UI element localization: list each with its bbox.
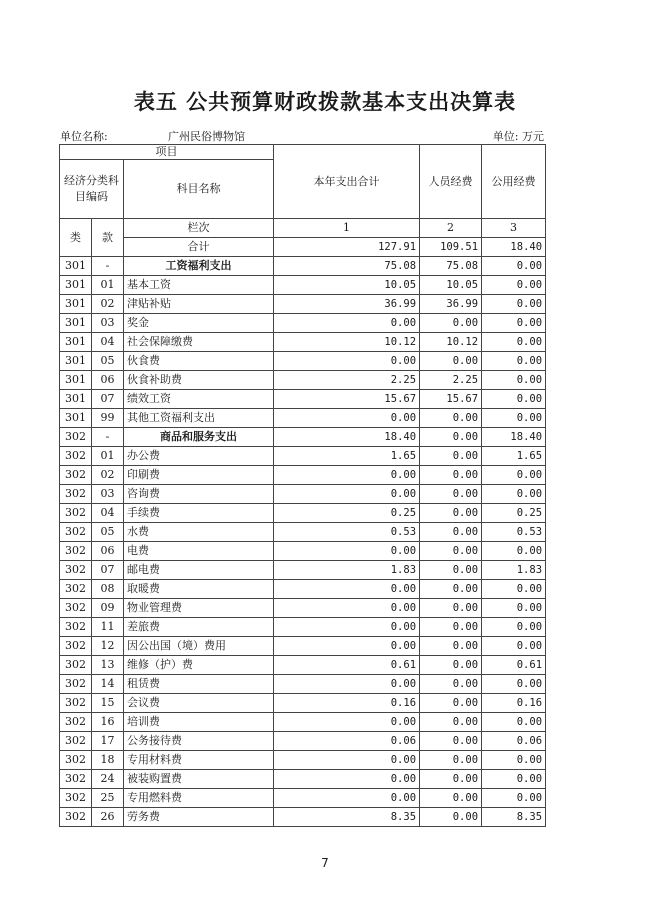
- row-total: 10.12: [274, 333, 420, 352]
- row-personnel: 0.00: [420, 732, 482, 751]
- row-kuan: 02: [92, 466, 124, 485]
- total-public: 18.40: [482, 238, 546, 257]
- table-row: [60, 580, 546, 599]
- row-personnel: 0.00: [420, 523, 482, 542]
- row-personnel: 15.67: [420, 390, 482, 409]
- row-kuan: 04: [92, 333, 124, 352]
- row-kuan: -: [92, 428, 124, 447]
- row-total: 0.00: [274, 713, 420, 732]
- row-total: 0.00: [274, 770, 420, 789]
- row-subject-name: 水费: [124, 523, 274, 542]
- row-kuan: 03: [92, 314, 124, 333]
- row-lei: 302: [60, 599, 92, 618]
- row-subject-name: 奖金: [124, 314, 274, 333]
- row-subject-name: 社会保障缴费: [124, 333, 274, 352]
- row-lei: 301: [60, 276, 92, 295]
- header-lanci: 栏次: [124, 219, 274, 238]
- row-personnel: 0.00: [420, 789, 482, 808]
- row-total: 8.35: [274, 808, 420, 827]
- row-personnel: 0.00: [420, 466, 482, 485]
- row-total: 0.53: [274, 523, 420, 542]
- row-lei: 302: [60, 656, 92, 675]
- row-lei: 301: [60, 371, 92, 390]
- row-kuan: 09: [92, 599, 124, 618]
- row-kuan: 03: [92, 485, 124, 504]
- row-total: 0.06: [274, 732, 420, 751]
- table-row: [60, 561, 546, 580]
- row-total: 0.00: [274, 352, 420, 371]
- row-total: 36.99: [274, 295, 420, 314]
- row-personnel: 0.00: [420, 428, 482, 447]
- row-subject-name: 劳务费: [124, 808, 274, 827]
- row-kuan: 01: [92, 276, 124, 295]
- row-public: 0.00: [482, 466, 546, 485]
- row-personnel: 75.08: [420, 257, 482, 276]
- row-personnel: 0.00: [420, 770, 482, 789]
- row-total: 1.83: [274, 561, 420, 580]
- row-lei: 302: [60, 580, 92, 599]
- table-row: [60, 257, 546, 276]
- table-row: [60, 713, 546, 732]
- row-public: 0.00: [482, 390, 546, 409]
- row-kuan: 05: [92, 352, 124, 371]
- header-econ-code: 经济分类科目编码: [60, 160, 124, 219]
- row-lei: 302: [60, 675, 92, 694]
- row-personnel: 0.00: [420, 808, 482, 827]
- header-row-project: [60, 145, 546, 160]
- table-row: [60, 751, 546, 770]
- row-subject-name: 咨询费: [124, 485, 274, 504]
- row-personnel: 0.00: [420, 485, 482, 504]
- row-subject-name: 其他工资福利支出: [124, 409, 274, 428]
- row-subject-name: 租赁费: [124, 675, 274, 694]
- row-public: 0.06: [482, 732, 546, 751]
- row-public: 0.53: [482, 523, 546, 542]
- unit-currency: 单位: 万元: [492, 130, 544, 143]
- table-row: [60, 770, 546, 789]
- table-row: [60, 447, 546, 466]
- row-personnel: 0.00: [420, 504, 482, 523]
- header-subject-name: 科目名称: [124, 160, 274, 219]
- row-lei: 302: [60, 637, 92, 656]
- document-title: 表五 公共预算财政拨款基本支出决算表: [133, 90, 517, 114]
- row-kuan: 17: [92, 732, 124, 751]
- row-personnel: 0.00: [420, 618, 482, 637]
- row-lei: 302: [60, 561, 92, 580]
- row-personnel: 2.25: [420, 371, 482, 390]
- row-lei: 302: [60, 428, 92, 447]
- row-public: 0.00: [482, 675, 546, 694]
- table-row: [60, 504, 546, 523]
- table-row: [60, 618, 546, 637]
- row-lei: 302: [60, 447, 92, 466]
- table-row: [60, 599, 546, 618]
- table-row: [60, 808, 546, 827]
- row-lei: 302: [60, 466, 92, 485]
- row-kuan: 01: [92, 447, 124, 466]
- row-subject-name: 公务接待费: [124, 732, 274, 751]
- row-public: 8.35: [482, 808, 546, 827]
- table-row: [60, 789, 546, 808]
- row-kuan: 02: [92, 295, 124, 314]
- unit-name-label: 单位名称:: [60, 130, 108, 143]
- row-public: 0.00: [482, 713, 546, 732]
- row-subject-name: 物业管理费: [124, 599, 274, 618]
- row-public: 0.00: [482, 257, 546, 276]
- row-lei: 302: [60, 485, 92, 504]
- row-lei: 301: [60, 409, 92, 428]
- row-subject-name: 手续费: [124, 504, 274, 523]
- row-lei: 301: [60, 352, 92, 371]
- row-public: 0.25: [482, 504, 546, 523]
- row-personnel: 0.00: [420, 675, 482, 694]
- row-kuan: 07: [92, 561, 124, 580]
- row-total: 0.00: [274, 599, 420, 618]
- page-number: 7: [321, 856, 329, 870]
- row-lei: 302: [60, 694, 92, 713]
- table-row: [60, 637, 546, 656]
- row-public: 1.65: [482, 447, 546, 466]
- row-lei: 301: [60, 333, 92, 352]
- row-subject-name: 邮电费: [124, 561, 274, 580]
- row-lei: 302: [60, 504, 92, 523]
- row-kuan: 99: [92, 409, 124, 428]
- row-personnel: 0.00: [420, 352, 482, 371]
- row-personnel: 0.00: [420, 656, 482, 675]
- row-kuan: 06: [92, 371, 124, 390]
- header-row-lanci: [60, 219, 546, 238]
- header-kuan: 款: [92, 219, 124, 257]
- row-public: 0.00: [482, 409, 546, 428]
- row-public: 0.00: [482, 314, 546, 333]
- row-personnel: 0.00: [420, 580, 482, 599]
- row-subject-name: 电费: [124, 542, 274, 561]
- row-personnel: 0.00: [420, 561, 482, 580]
- row-total: 0.00: [274, 675, 420, 694]
- row-public: 0.00: [482, 295, 546, 314]
- table-row: [60, 694, 546, 713]
- total-label: 合计: [124, 238, 274, 257]
- row-kuan: 07: [92, 390, 124, 409]
- row-public: 1.83: [482, 561, 546, 580]
- row-subject-name: 印刷费: [124, 466, 274, 485]
- row-total: 0.00: [274, 637, 420, 656]
- row-kuan: 25: [92, 789, 124, 808]
- row-lei: 302: [60, 542, 92, 561]
- row-total: 0.00: [274, 542, 420, 561]
- row-kuan: 13: [92, 656, 124, 675]
- row-kuan: 15: [92, 694, 124, 713]
- header-project: 项目: [60, 145, 274, 160]
- row-subject-name: 专用材料费: [124, 751, 274, 770]
- row-subject-name: 差旅费: [124, 618, 274, 637]
- row-public: 0.00: [482, 580, 546, 599]
- header-public: 公用经费: [482, 145, 546, 219]
- row-kuan: 24: [92, 770, 124, 789]
- unit-name-value: 广州民俗博物馆: [168, 130, 245, 143]
- row-subject-name: 基本工资: [124, 276, 274, 295]
- row-lei: 301: [60, 390, 92, 409]
- row-subject-name: 取暖费: [124, 580, 274, 599]
- table-row: [60, 371, 546, 390]
- row-public: 0.00: [482, 751, 546, 770]
- row-total: 0.00: [274, 314, 420, 333]
- row-public: 0.00: [482, 599, 546, 618]
- row-public: 0.00: [482, 276, 546, 295]
- row-kuan: 26: [92, 808, 124, 827]
- row-kuan: 05: [92, 523, 124, 542]
- row-total: 15.67: [274, 390, 420, 409]
- row-public: 0.00: [482, 542, 546, 561]
- row-kuan: 14: [92, 675, 124, 694]
- total-sum: 127.91: [274, 238, 420, 257]
- row-personnel: 10.12: [420, 333, 482, 352]
- row-kuan: 12: [92, 637, 124, 656]
- row-subject-name: 会议费: [124, 694, 274, 713]
- row-total: 0.00: [274, 485, 420, 504]
- table-row: [60, 523, 546, 542]
- table-row: [60, 466, 546, 485]
- budget-table: [59, 144, 546, 827]
- row-personnel: 0.00: [420, 542, 482, 561]
- row-total: 0.00: [274, 789, 420, 808]
- row-total: 1.65: [274, 447, 420, 466]
- row-subject-name: 维修（护）费: [124, 656, 274, 675]
- row-total: 0.00: [274, 580, 420, 599]
- row-total: 0.61: [274, 656, 420, 675]
- row-total: 18.40: [274, 428, 420, 447]
- table-row: [60, 485, 546, 504]
- table-row: [60, 409, 546, 428]
- row-personnel: 10.05: [420, 276, 482, 295]
- header-personnel: 人员经费: [420, 145, 482, 219]
- row-lei: 302: [60, 523, 92, 542]
- row-personnel: 0.00: [420, 751, 482, 770]
- table-row: [60, 314, 546, 333]
- header-lei: 类: [60, 219, 92, 257]
- table-row: [60, 352, 546, 371]
- row-subject-name: 伙食费: [124, 352, 274, 371]
- row-kuan: 04: [92, 504, 124, 523]
- row-public: 0.16: [482, 694, 546, 713]
- row-subject-name: 商品和服务支出: [124, 428, 274, 447]
- header-col2: 2: [420, 219, 482, 238]
- table-row: [60, 390, 546, 409]
- row-personnel: 0.00: [420, 314, 482, 333]
- header-col3: 3: [482, 219, 546, 238]
- table-row: [60, 295, 546, 314]
- row-personnel: 0.00: [420, 409, 482, 428]
- row-lei: 302: [60, 751, 92, 770]
- row-lei: 301: [60, 295, 92, 314]
- row-personnel: 0.00: [420, 599, 482, 618]
- row-lei: 302: [60, 808, 92, 827]
- header-col1: 1: [274, 219, 420, 238]
- table-row: [60, 732, 546, 751]
- row-public: 0.00: [482, 485, 546, 504]
- row-kuan: 08: [92, 580, 124, 599]
- row-public: 0.00: [482, 333, 546, 352]
- row-kuan: 18: [92, 751, 124, 770]
- row-lei: 302: [60, 789, 92, 808]
- table-row: [60, 542, 546, 561]
- row-personnel: 36.99: [420, 295, 482, 314]
- row-kuan: 11: [92, 618, 124, 637]
- row-total: 0.00: [274, 751, 420, 770]
- row-public: 0.00: [482, 352, 546, 371]
- row-lei: 301: [60, 314, 92, 333]
- row-subject-name: 培训费: [124, 713, 274, 732]
- row-public: 0.00: [482, 371, 546, 390]
- total-row: [60, 238, 546, 257]
- table-row: [60, 656, 546, 675]
- row-public: 0.00: [482, 770, 546, 789]
- row-total: 0.00: [274, 409, 420, 428]
- table-row: [60, 333, 546, 352]
- row-total: 0.00: [274, 466, 420, 485]
- row-total: 0.25: [274, 504, 420, 523]
- row-public: 0.00: [482, 637, 546, 656]
- row-subject-name: 伙食补助费: [124, 371, 274, 390]
- unit-info-row: [60, 128, 544, 144]
- row-lei: 302: [60, 618, 92, 637]
- table-row: [60, 276, 546, 295]
- row-total: 75.08: [274, 257, 420, 276]
- row-kuan: -: [92, 257, 124, 276]
- row-kuan: 16: [92, 713, 124, 732]
- row-total: 2.25: [274, 371, 420, 390]
- row-total: 0.16: [274, 694, 420, 713]
- row-lei: 301: [60, 257, 92, 276]
- row-total: 10.05: [274, 276, 420, 295]
- total-personnel: 109.51: [420, 238, 482, 257]
- row-subject-name: 津贴补贴: [124, 295, 274, 314]
- row-lei: 302: [60, 732, 92, 751]
- header-total: 本年支出合计: [274, 145, 420, 219]
- row-subject-name: 被装购置费: [124, 770, 274, 789]
- row-subject-name: 绩效工资: [124, 390, 274, 409]
- row-total: 0.00: [274, 618, 420, 637]
- row-subject-name: 办公费: [124, 447, 274, 466]
- row-public: 0.00: [482, 618, 546, 637]
- row-personnel: 0.00: [420, 713, 482, 732]
- row-kuan: 06: [92, 542, 124, 561]
- table-row: [60, 428, 546, 447]
- row-subject-name: 工资福利支出: [124, 257, 274, 276]
- row-public: 0.61: [482, 656, 546, 675]
- row-personnel: 0.00: [420, 694, 482, 713]
- row-personnel: 0.00: [420, 637, 482, 656]
- row-subject-name: 因公出国（境）费用: [124, 637, 274, 656]
- table-row: [60, 675, 546, 694]
- row-public: 0.00: [482, 789, 546, 808]
- row-personnel: 0.00: [420, 447, 482, 466]
- row-lei: 302: [60, 770, 92, 789]
- row-subject-name: 专用燃料费: [124, 789, 274, 808]
- row-public: 18.40: [482, 428, 546, 447]
- row-lei: 302: [60, 713, 92, 732]
